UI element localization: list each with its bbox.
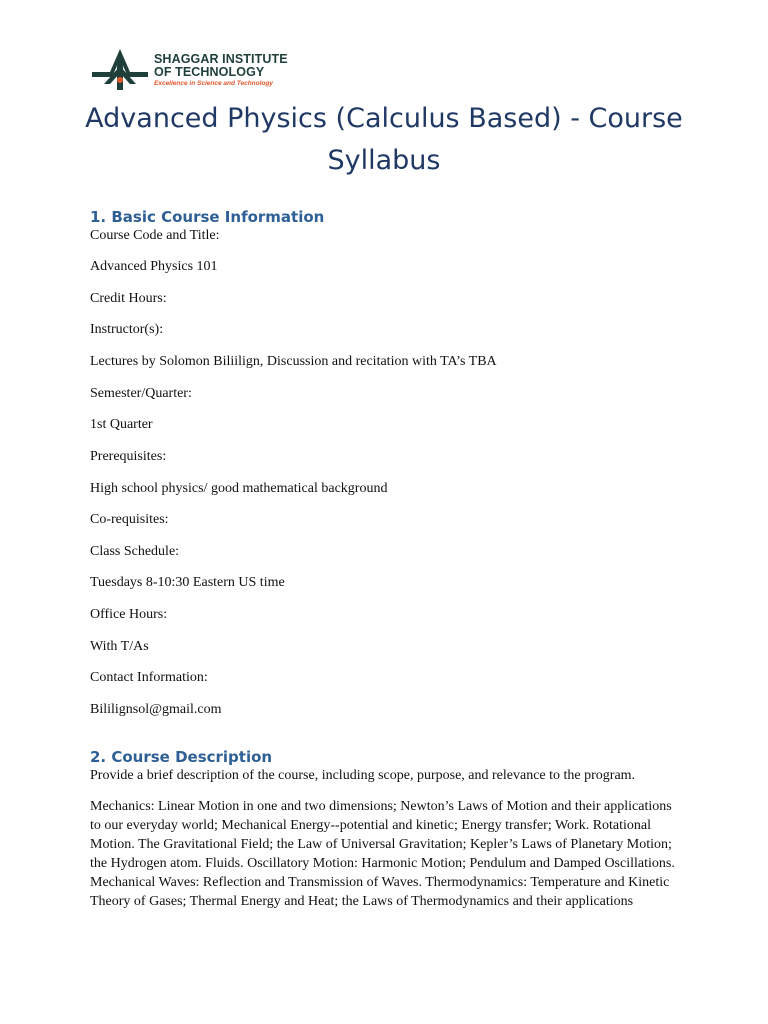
- field-label-corequisites: Co-requisites:: [90, 512, 169, 527]
- section-heading-basic-info: 1. Basic Course Information: [90, 208, 325, 226]
- logo-name-line1: SHAGGAR INSTITUTE: [154, 52, 288, 66]
- field-label-office-hours: Office Hours:: [90, 607, 168, 622]
- field-value-course-code: Advanced Physics 101: [90, 259, 218, 274]
- field-value-prerequisites: High school physics/ good mathematical background: [90, 481, 388, 496]
- course-description-intro: Provide a brief description of the course, including scope, purpose, and relevance to the program.: [90, 768, 636, 783]
- field-label-contact: Contact Information:: [90, 670, 208, 685]
- logo-mark-icon: [90, 44, 150, 90]
- institute-logo: [90, 44, 320, 92]
- field-label-course-code: Course Code and Title:: [90, 228, 220, 243]
- field-label-instructors: Instructor(s):: [90, 322, 164, 337]
- field-value-office-hours: With T/As: [90, 639, 149, 654]
- field-label-credit-hours: Credit Hours:: [90, 291, 167, 306]
- document-title: Advanced Physics (Calculus Based) - Course Syllabus: [85, 103, 683, 176]
- course-description-body: Mechanics: Linear Motion in one and two dimensions; Newton’s Laws of Motion and their applications to our everyday world; Mechanical Energy--potential and kinetic; Energy transfer; Work. Rotational Motion. The Gravitational Field; the Law of Universal Gravitation; Kepler’s Laws of Planetary Motion; the Hydrogen atom. Fluids. Oscillatory Motion: Harmonic Motion; Pendulum and Damped Oscillations. Mechanical Waves: Reflection and Transmission of Waves. Thermodynamics: Temperature and Kinetic Theory of Gases; Thermal Energy and Heat; the Laws of Thermodynamics and their applications: [90, 799, 675, 909]
- logo-tagline: Excellence in Science and Technology: [154, 80, 273, 87]
- field-label-prerequisites: Prerequisites:: [90, 449, 167, 464]
- field-value-instructors: Lectures by Solomon Biliilign, Discussion and recitation with TA’s TBA: [90, 354, 497, 369]
- logo-name-line2: OF TECHNOLOGY: [154, 65, 265, 79]
- field-value-contact-email: Bililignsol@gmail.com: [90, 702, 222, 717]
- field-value-class-schedule: Tuesdays 8-10:30 Eastern US time: [90, 575, 285, 590]
- logo-text: [154, 53, 288, 88]
- field-label-semester: Semester/Quarter:: [90, 386, 192, 401]
- section-heading-course-description: 2. Course Description: [90, 748, 273, 766]
- field-value-semester: 1st Quarter: [90, 417, 153, 432]
- field-label-class-schedule: Class Schedule:: [90, 544, 180, 559]
